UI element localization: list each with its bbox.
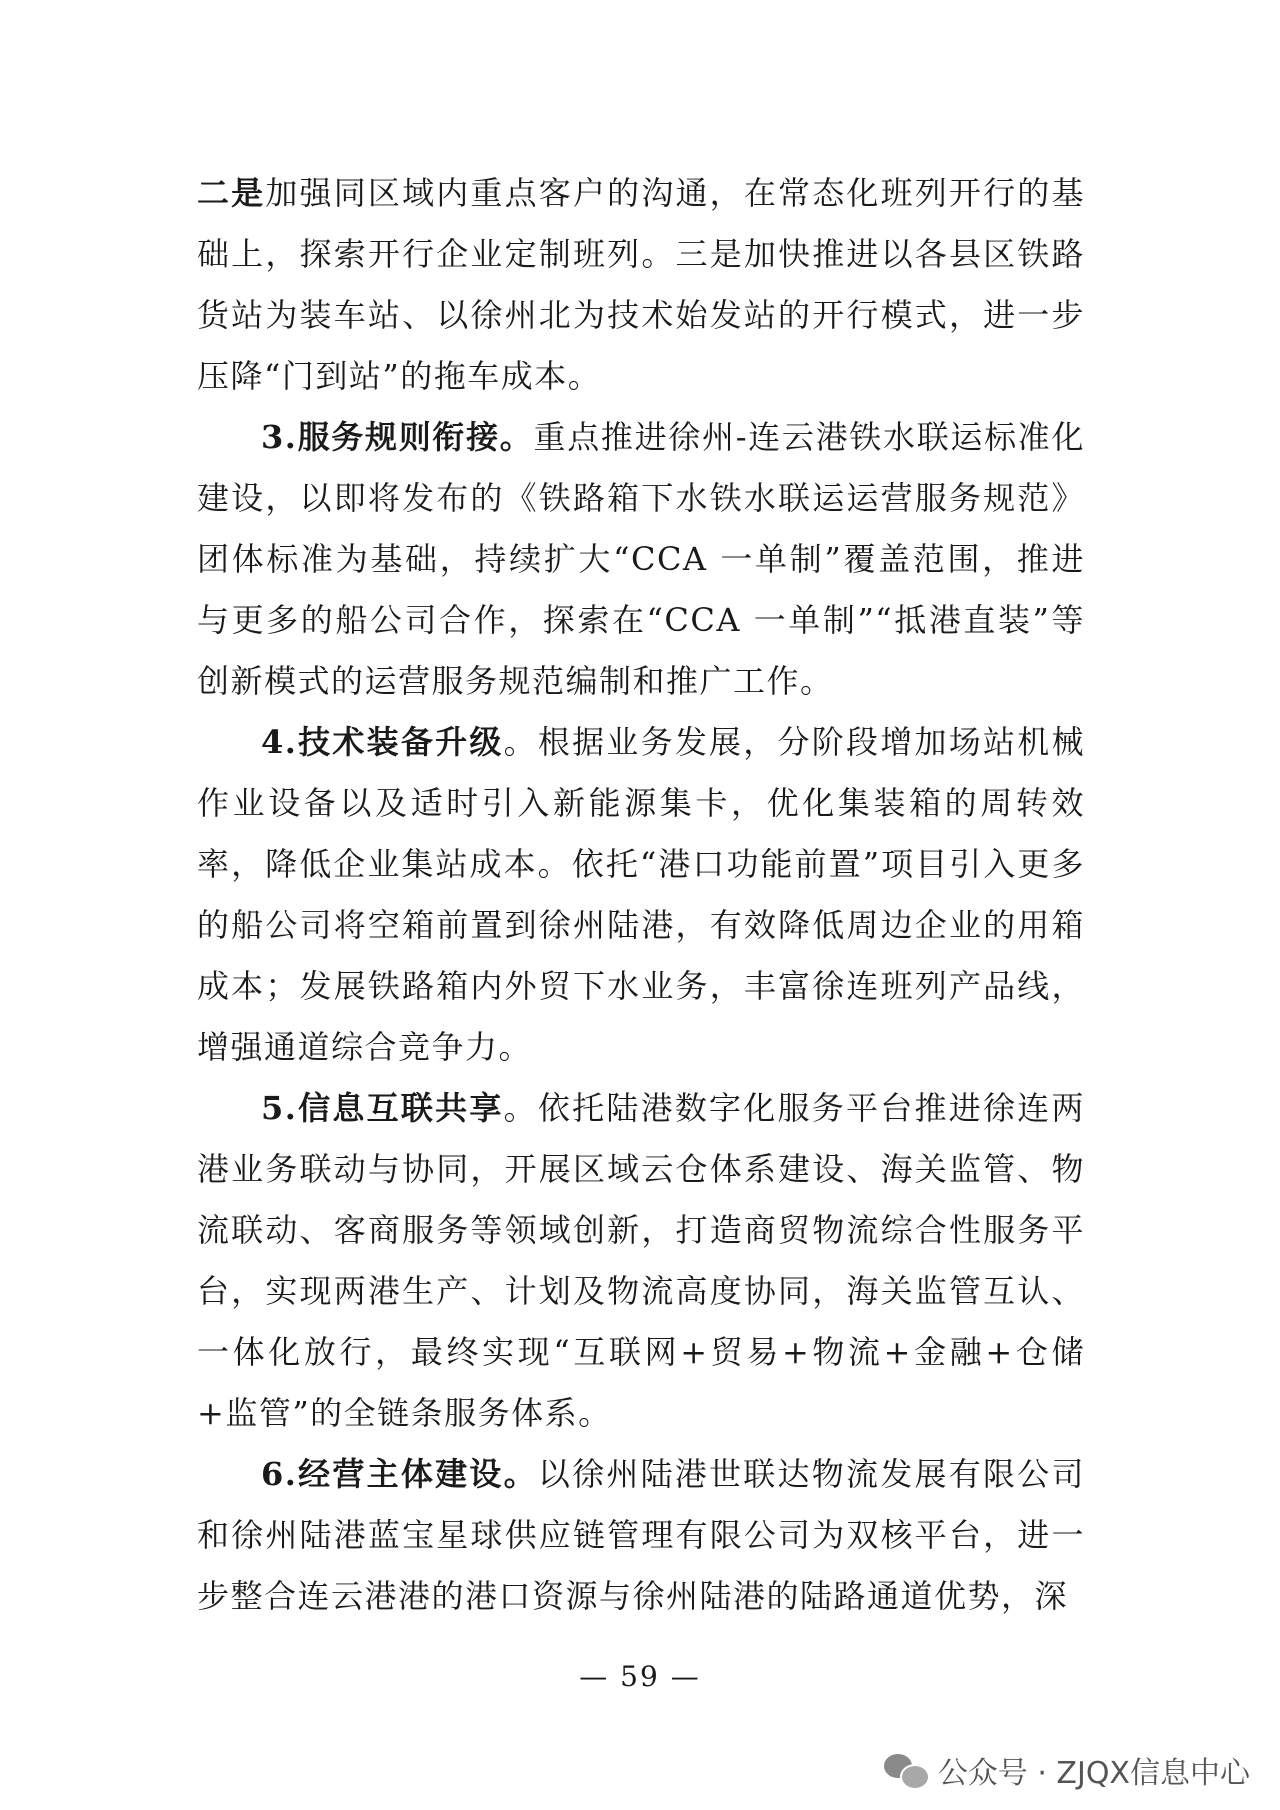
watermark	[884, 1748, 1250, 1792]
wechat-icon	[884, 1752, 928, 1788]
paragraph-text: 重点推进徐州-连云港铁水联运标准化建设，以即将发布的《铁路箱下水铁水联运运营服务规范》团体标准为基础，持续扩大“CCA 一单制”覆盖范围，推进与更多的船公司合作，探索在“CCA 一单制”“抵港直装”等创新模式的运营服务规范编制和推广工作。	[197, 418, 1085, 700]
paragraph-text: 以徐州陆港世联达物流发展有限公司和徐州陆港蓝宝星球供应链管理有限公司为双核平台，进一步整合连云港港的港口资源与徐州陆港的陆路通道优势，深	[197, 1455, 1085, 1615]
paragraph-heading: 5.信息互联共享	[261, 1089, 504, 1127]
paragraph-3	[197, 712, 1085, 1078]
paragraph-text: 。根据业务发展，分阶段增加场站机械作业设备以及适时引入新能源集卡，优化集装箱的周转效率，降低企业集站成本。依托“港口功能前置”项目引入更多的船公司将空箱前置到徐州陆港，有效降低周边企业的用箱成本；发展铁路箱内外贸下水业务，丰富徐连班列产品线，增强通道综合竞争力。	[197, 723, 1085, 1066]
watermark-text: 公众号 · ZJQX信息中心	[937, 1756, 1250, 1791]
paragraph-heading: 6.经营主体建设。	[261, 1455, 538, 1493]
paragraph-4	[197, 1078, 1085, 1444]
paragraph-heading: 二是	[197, 174, 266, 212]
paragraph-1	[197, 163, 1085, 407]
paragraph-2	[197, 407, 1085, 712]
paragraph-heading: 3.服务规则衔接。	[261, 418, 534, 456]
paragraph-text: 。依托陆港数字化服务平台推进徐连两港业务联动与协同，开展区域云仓体系建设、海关监管、物流联动、客商服务等领域创新，打造商贸物流综合性服务平台，实现两港生产、计划及物流高度协同，海关监管互认、一体化放行，最终实现“互联网+贸易+物流+金融+仓储+监管”的全链条服务体系。	[197, 1089, 1085, 1432]
page-number: — 59 —	[579, 1660, 701, 1693]
document-body	[197, 163, 1085, 1627]
paragraph-5	[197, 1444, 1085, 1627]
paragraph-heading: 4.技术装备升级	[261, 723, 504, 761]
paragraph-text: 加强同区域内重点客户的沟通，在常态化班列开行的基础上，探索开行企业定制班列。三是加快推进以各县区铁路货站为装车站、以徐州北为技术始发站的开行模式，进一步压降“门到站”的拖车成本。	[197, 174, 1085, 395]
